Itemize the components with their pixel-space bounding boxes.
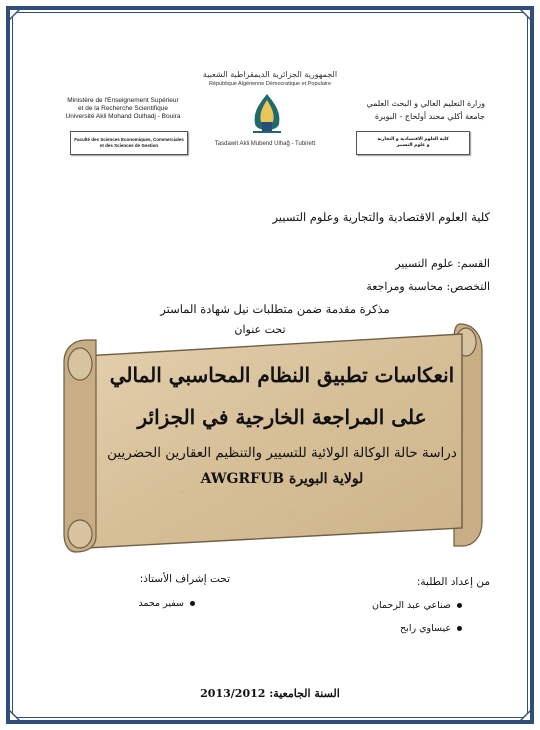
supervisor-name: سفير محمد — [138, 598, 184, 609]
title-line-4: لولاية البويرة AWGRFUB — [200, 471, 364, 487]
under-title-label: تحت عنوان — [234, 323, 286, 336]
faculty-box-line: كلية العلوم الاقتصادية و التجارية — [377, 137, 449, 142]
specialty: التخصص: محاسبة ومراجعة — [366, 280, 490, 293]
faculty-box-line: et des Sciences de Gestion — [99, 143, 159, 148]
faculty-box-arabic — [356, 131, 470, 155]
ministry-arabic-line: وزارة التعليم العالي و البحث العلمي — [366, 99, 485, 108]
memo-statement: مذكرة مقدمة ضمن متطلبات نيل شهادة الماستر — [160, 302, 390, 316]
supervisor-label: تحت إشراف الأستاذ: — [139, 573, 230, 585]
thesis-title — [92, 355, 472, 489]
faculty-box-line: Faculté des Sciences Economiques, Commerciales — [74, 137, 184, 142]
corner-ornament-icon — [514, 704, 536, 726]
academic-year: السنة الجامعية: 2013/2012 — [200, 687, 340, 700]
list-item — [330, 623, 462, 634]
corner-ornament-icon — [4, 704, 26, 726]
supervisor-list — [120, 598, 195, 621]
faculty-name: كلية العلوم الاقتصادية والتجارية وعلوم التسيير — [272, 210, 490, 224]
students-label: من إعداد الطلبة: — [416, 576, 490, 588]
title-line-3: دراسة حالة الوكالة الولائية للتسيير والتنظيم العقارين الحضريين — [107, 445, 457, 461]
title-line-2: على المراجعة الخارجية في الجزائر — [137, 405, 427, 429]
ministry-french — [58, 97, 188, 121]
ministry-french-line: et de la Recherche Scientifique — [78, 105, 168, 112]
faculty-box-french — [70, 131, 188, 155]
ministry-arabic — [345, 97, 485, 123]
title-line-1: انعكاسات تطبيق النظام المحاسبي المالي — [109, 363, 455, 387]
bullet-icon — [457, 626, 462, 631]
ministry-french-line: Université Akli Mohand Oulhadj - Bouira — [65, 113, 181, 120]
ministry-arabic-line: جامعة أكلي محند أولحاج - البويرة — [374, 112, 485, 121]
logo-caption: Tasdawit Akli Mubend Ulhağ - Tubirett — [214, 141, 316, 147]
university-logo-icon — [247, 92, 287, 138]
republic-arabic: الجمهورية الجزائرية الديمقراطية الشعبية — [202, 70, 338, 79]
corner-ornament-icon — [514, 4, 536, 26]
bullet-icon — [190, 601, 195, 606]
student-name: عيساوي رابح — [400, 623, 451, 634]
republic-french: République Algérienne Démocratique et Populaire — [209, 81, 331, 87]
faculty-box-line: و علوم التسيير — [396, 143, 430, 148]
list-item — [120, 598, 195, 609]
bullet-icon — [457, 603, 462, 608]
ministry-french-line: Ministère de l'Enseignement Supérieur — [67, 97, 179, 104]
list-item — [330, 600, 462, 611]
corner-ornament-icon — [4, 4, 26, 26]
student-name: صناعي عبد الرحمان — [372, 600, 451, 611]
students-list — [330, 600, 462, 646]
department: القسم: علوم التسيير — [395, 257, 490, 270]
